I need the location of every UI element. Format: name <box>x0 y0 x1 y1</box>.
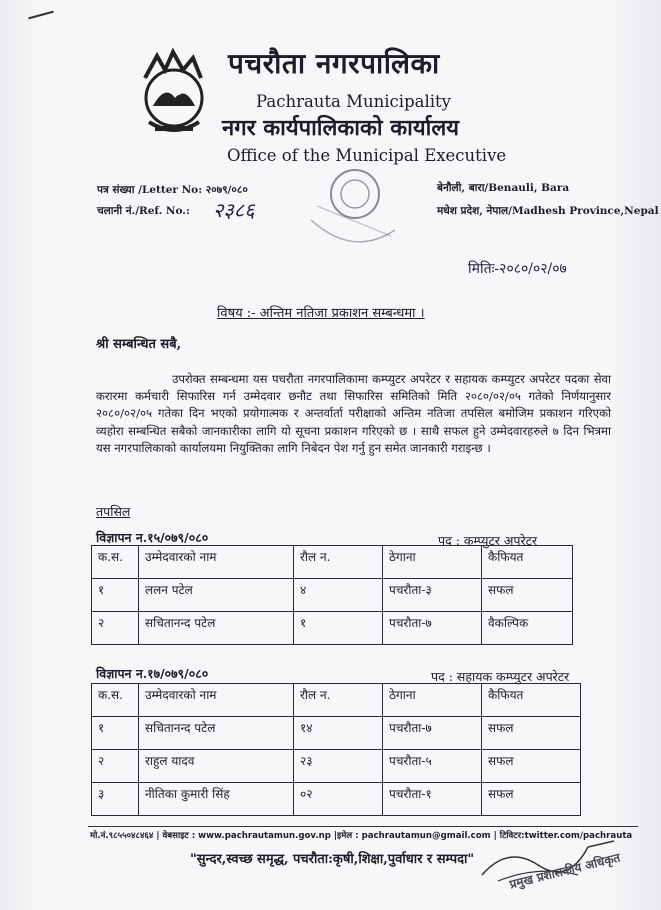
cell-roll: १ <box>294 612 383 645</box>
cell-address: पचरौता-३ <box>383 579 482 612</box>
cell-sn: २ <box>92 750 139 783</box>
cell-address: पचरौता-५ <box>383 750 482 783</box>
col-header-address: ठेगाना <box>383 546 482 579</box>
advert-number-2: विज्ञापन न.१७/०७९/०८० <box>96 666 209 681</box>
cell-roll: ४ <box>294 579 383 612</box>
cell-remarks: सफल <box>482 783 581 816</box>
municipality-name-en: Pachrauta Municipality <box>256 92 451 111</box>
table-header-row <box>92 546 573 579</box>
cell-sn: ३ <box>92 783 139 816</box>
cell-name: सचितानन्द पटेल <box>139 612 294 645</box>
schedule-heading: तपसिल <box>96 504 131 519</box>
footer-divider <box>88 826 638 827</box>
address-line-1: बेनौली, बारा/Benauli, Bara <box>437 182 570 194</box>
table-row <box>92 750 581 783</box>
cell-remarks: सफल <box>482 579 573 612</box>
col-header-remarks: कैफियत <box>482 546 573 579</box>
cell-address: पचरौता-७ <box>383 612 482 645</box>
cell-name: सचितानन्द पटेल <box>139 717 294 750</box>
post-title-1: पद : कम्प्युटर अपरेटर <box>438 533 538 548</box>
col-header-sn: क.स. <box>92 546 139 579</box>
cell-address: पचरौता-१ <box>383 783 482 816</box>
col-header-sn: क.स. <box>92 684 139 717</box>
table-row <box>92 717 581 750</box>
cell-name: ललन पटेल <box>139 579 294 612</box>
municipality-name-np: पचरौता नगरपालिका <box>228 47 440 80</box>
col-header-roll: रौल न. <box>294 684 383 717</box>
letter-date: मितिः-२०८०/०२/०७ <box>468 261 567 277</box>
cell-sn: १ <box>92 579 139 612</box>
table-row <box>92 612 573 645</box>
cell-remarks: सफल <box>482 750 581 783</box>
cell-sn: २ <box>92 612 139 645</box>
post-title-2: पद : सहायक कम्प्युटर अपरेटर <box>431 669 570 684</box>
nepal-emblem-logo <box>135 48 213 138</box>
table-row <box>92 783 581 816</box>
cell-name: राहुल यादव <box>139 750 294 783</box>
pen-mark <box>28 11 54 20</box>
letter-body: उपरोक्त सम्बन्धमा यस पचरौता नगरपालिकामा कम्प्युटर अपरेटर र सहायक कम्प्युटर अपरेटर पदका सेवा करारमा कर्मचारी सिफारिस गर्न उम्मेदवार छनौट तथा सिफारिस समितिको मिति २०८०/०२/०५ गतेको निर्णयानुसार २०८०/०२/०५ गतेका दिन भएको प्रयोगात्मक र अन्तर्वार्ता परीक्षाको अन्तिम नतिजा तपसिल बमोजिम प्रकाशन गरिएको व्यहोरा सम्बन्धित सबैको जानकारीका लागि यो सूचना प्रकाशन गरिएको छ । साथै सफल हुने उम्मेदवारहरुले ७ दिन भित्रमा यस नगरपालिकाको कार्यालयमा नियुक्तिका लागि निबेदन पेश गर्नु हुन समेत जानकारी गराइन्छ । <box>96 372 612 455</box>
cell-sn: १ <box>92 717 139 750</box>
cell-address: पचरौता-७ <box>383 717 482 750</box>
cell-remarks: वैकल्पिक <box>482 612 573 645</box>
col-header-name: उम्मेदवारको नाम <box>139 684 294 717</box>
office-seal-stamp <box>303 160 403 260</box>
office-name-np: नगर कार्यपालिकाको कार्यालय <box>222 115 459 141</box>
letter-number: पत्र संख्या /Letter No: २०७९/०८० <box>97 184 248 196</box>
ref-number-handwritten: २३८६ <box>213 198 255 222</box>
table-row <box>92 579 573 612</box>
cell-remarks: सफल <box>482 717 581 750</box>
cell-roll: ०२ <box>294 783 383 816</box>
address-line-2: मधेश प्रदेश, नेपाल/Madhesh Province,Nepal <box>437 205 659 217</box>
letter-subject: विषय :- अन्तिम नतिजा प्रकाशन सम्बन्धमा । <box>217 306 425 321</box>
col-header-address: ठेगाना <box>383 684 482 717</box>
footer-slogan: "सुन्दर,स्वच्छ समृद्ध, पचरौता:कृषी,शिक्षा,पुर्वाधार र सम्पदा" <box>190 852 475 867</box>
ref-number-label: चलानी नं./Ref. No.: <box>97 205 190 217</box>
salutation: श्री सम्बन्धित सबै, <box>96 337 182 352</box>
table-header-row <box>92 684 581 717</box>
results-table-1 <box>91 545 573 645</box>
col-header-name: उम्मेदवारको नाम <box>139 546 294 579</box>
cell-name: नीतिका कुमारी सिंह <box>139 783 294 816</box>
col-header-remarks: कैफियत <box>482 684 581 717</box>
officer-stamp: प्रमुख प्रशासकीय अधिकृत <box>508 850 622 892</box>
cell-roll: २३ <box>294 750 383 783</box>
advert-number-1: विज्ञापन न.१५/०७९/०८० <box>96 530 209 545</box>
office-name-en: Office of the Municipal Executive <box>227 146 507 165</box>
cell-roll: १४ <box>294 717 383 750</box>
col-header-roll: रौल न. <box>294 546 383 579</box>
footer-contact: मो.नं.९८५५०४८४६४ | वेबसाइट : www.pachrautamun.gov.np |इमेल : pachrautamun@gmail.com | टिविटर:twitter.com/pachrauta <box>90 831 633 841</box>
results-table-2 <box>91 683 581 816</box>
